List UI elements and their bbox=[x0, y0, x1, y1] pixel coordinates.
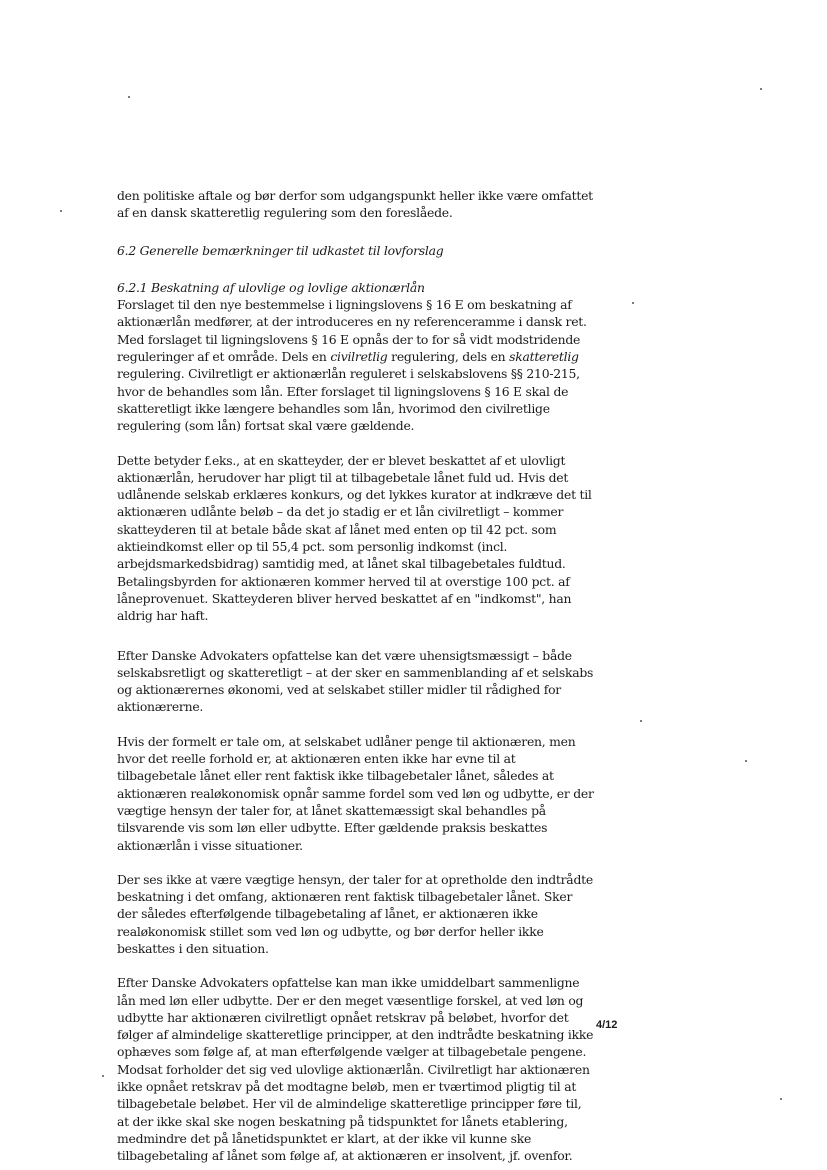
scan-speck bbox=[60, 210, 62, 212]
section-heading: 6.2 Generelle bemærkninger til udkastet til lovforslag bbox=[117, 242, 444, 258]
paragraph-hvis-der-formelt: Hvis der formelt er tale om, at selskabet udlåner penge til aktionæren, men hvor det reelle forhold er, at aktionæren enten ikke har evne til at tilbagebetale lånet eller rent faktisk ikke tilbagebetaler lånet, således at aktionæren realøkonomisk opnår samme fordel som ved løn og udbytte, er der vægtige hensyn der taler for, at lånet skattemæssigt skal behandles på tilsvarende vis som løn eller udbytte. Efter gældende praksis beskattes aktionærlån i visse situationer. bbox=[117, 733, 594, 853]
paragraph-text: Forslaget til den nye bestemmelse i ligningslovens § 16 E om beskatning af aktionærlån medfører, at der introduceres en ny referenceramme i dansk ret. Med forslaget til ligningslovens § 16 E opnås der to for så vidt modstridende reguleringer af et område. Dels en bbox=[117, 297, 587, 365]
scan-speck bbox=[760, 88, 762, 90]
document-body bbox=[117, 187, 596, 1165]
paragraph-forslaget bbox=[117, 296, 596, 434]
scan-speck bbox=[745, 760, 747, 762]
paragraph-text: regulering, dels en bbox=[387, 349, 510, 365]
paragraph-sammenligne-laan: Efter Danske Advokaters opfattelse kan man ikke umiddelbart sammenligne lån med løn eller udbytte. Der er den meget væsentlige forskel, at ved løn og udbytte har aktionæren civilretligt opnået retskrav på beløbet, hvorfor det følger af almindelige skatteretlige principper, at den indtrådte beskatning ikke ophæves som følge af, at man efterfølgende vælger at tilbagebetale pengene. Modsat forholder det sig ved ulovlige aktionærlån. Civilretligt har aktionæren ikke opnået retskrav på det modtagne beløb, men er tværtimod pligtig til at tilbagebetale beløbet. Her vil de almindelige skatteretlige principper føre til, at der ikke skal ske nogen beskatning på tidspunktet for lånets etablering, medmindre det på lånetidspunktet er klart, at der ikke vil kunne ske tilbagebetaling af lånet som følge af, at aktionæren er insolvent, jf. ovenfor. bbox=[117, 975, 594, 1164]
page-number: 4/12 bbox=[596, 1019, 618, 1031]
scan-speck bbox=[102, 1075, 104, 1077]
emphasis-civilretlig: civilretlig bbox=[330, 349, 388, 365]
subsection-heading: 6.2.1 Beskatning af ulovlige og lovlige aktionærlån bbox=[117, 279, 425, 295]
scan-speck bbox=[780, 1098, 782, 1100]
scan-speck bbox=[640, 720, 642, 722]
paragraph-text: regulering. Civilretligt er aktionærlån reguleret i selskabslovens §§ 210-215, hvor de behandles som lån. Efter forslaget til ligningslovens § 16 E skal de skatteretligt ikke længere behandles som lån, hvorimod den civilretlige regulering (som lån) fortsat skal være gældende. bbox=[117, 366, 580, 434]
intro-paragraph: den politiske aftale og bør derfor som udgangspunkt heller ikke være omfattet af en dansk skatteretlig regulering som den foreslåede. bbox=[117, 188, 593, 221]
emphasis-skatteretlig: skatteretlig bbox=[509, 349, 579, 365]
scan-speck bbox=[128, 96, 130, 98]
paragraph-vaegtige-hensyn: Der ses ikke at være vægtige hensyn, der taler for at opretholde den indtrådte beskatning i det omfang, aktionæren rent faktisk tilbagebetaler lånet. Sker der således efterfølgende tilbagebetaling af lånet, er aktionæren ikke realøkonomisk stillet som ved løn og udbytte, og bør derfor heller ikke beskattes i den situation. bbox=[117, 871, 593, 956]
scan-speck bbox=[632, 302, 634, 304]
paragraph-dette-betyder: Dette betyder f.eks., at en skatteyder, der er blevet beskattet af et ulovligt aktionærlån, herudover har pligt til at tilbagebetale lånet fuld ud. Hvis det udlånende selskab erklæres konkurs, og det lykkes kurator at indkræve det til aktionæren udlånte beløb – da det jo stadig er et lån civilretligt – kommer skatteyderen til at betale både skat af lånet med enten op til 42 pct. som aktieindkomst eller op til 55,4 pct. som personlig indkomst (incl. arbejdsmarkedsbidrag) samtidig med, at lånet skal tilbagebetales fuldtud. Betalingsbyrden for aktionæren kommer herved til at overstige 100 pct. af låneprovenuet. Skatteyderen bliver herved beskattet af en "indkomst", han aldrig har haft. bbox=[117, 452, 592, 624]
paragraph-uhensigtsmaessigt: Efter Danske Advokaters opfattelse kan det være uhensigtsmæssigt – både selskabsretligt og skatteretligt – at der sker en sammenblanding af et selskabs og aktionærernes økonomi, ved at selskabet stiller midler til rådighed for aktionærerne. bbox=[117, 647, 594, 715]
